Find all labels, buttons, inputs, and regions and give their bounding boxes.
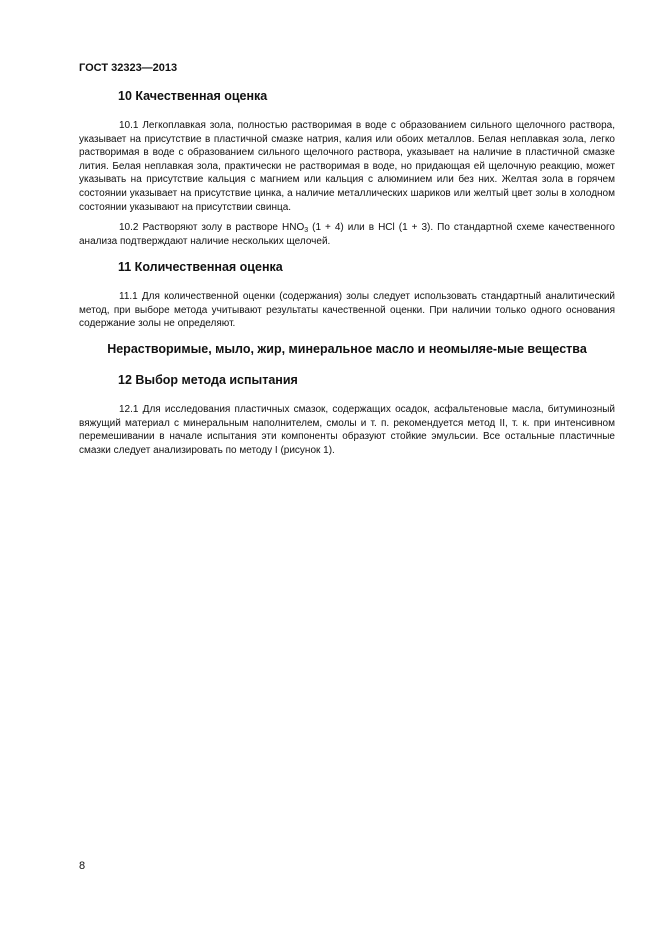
document-id: ГОСТ 32323—2013 bbox=[79, 62, 178, 74]
subscript-3: 3 bbox=[304, 227, 309, 234]
section-12-heading: 12 Выбор метода испытания bbox=[118, 373, 298, 387]
section-10-heading: 10 Качественная оценка bbox=[118, 89, 268, 103]
paragraph-12-1: 12.1 Для исследования пластичных смазок, содержащих осадок, асфальтеновые масла, битуминозный вяжущий материал с минеральным наполнителем, смолы и т. п. рекомендуется метод II, т. к. при интенсивном перемешивании в начале испытания эти компоненты образуют стойкие эмульсии. Все остальные пластичные смазки следует анализировать по методу I (рисунок 1). bbox=[79, 404, 615, 456]
paragraph-10-2 bbox=[79, 221, 615, 248]
group-subtitle: Нерастворимые, мыло, жир, минеральное масло и неомыляе-мые вещества bbox=[107, 342, 587, 356]
paragraph-10-2-end: (1 + 4) или в HCl (1 + 3). По стандартной схеме качественного анализа подтверждают наличие нескольких щелочей. bbox=[79, 222, 615, 247]
page-number: 8 bbox=[79, 860, 86, 872]
paragraph-11-1: 11.1 Для количественной оценки (содержания) золы следует использовать стандартный аналитический метод, при выборе метода учитывают результаты качественной оценки. При наличии только одного основания содержание золы не определяют. bbox=[79, 291, 615, 330]
paragraph-10-2-start: 10.2 Растворяют золу в растворе HNO bbox=[119, 222, 305, 233]
section-11-heading: 11 Количественная оценка bbox=[118, 260, 283, 274]
paragraph-10-1: 10.1 Легкоплавкая зола, полностью растворимая в воде с образованием сильного щелочного раствора, указывает на присутствие в пластичной смазке натрия, калия или обоих металлов. Белая неплавкая зола, легко растворимая в воде с образованием сильного щелочного раствора, указывает на наличие в пластичной смазке лития. Белая неплавкая зола, практически не растворимая в воде, но придающая ей щелочную реакцию, может указывать на присутствие кальция с магнием или кальция с алюминием или без них. Желтая зола в горячем состоянии указывает на присутствие цинка, а наличие металлических шариков или желтый цвет золы в холодном состоянии указывают на присутствии свинца. bbox=[79, 120, 615, 213]
